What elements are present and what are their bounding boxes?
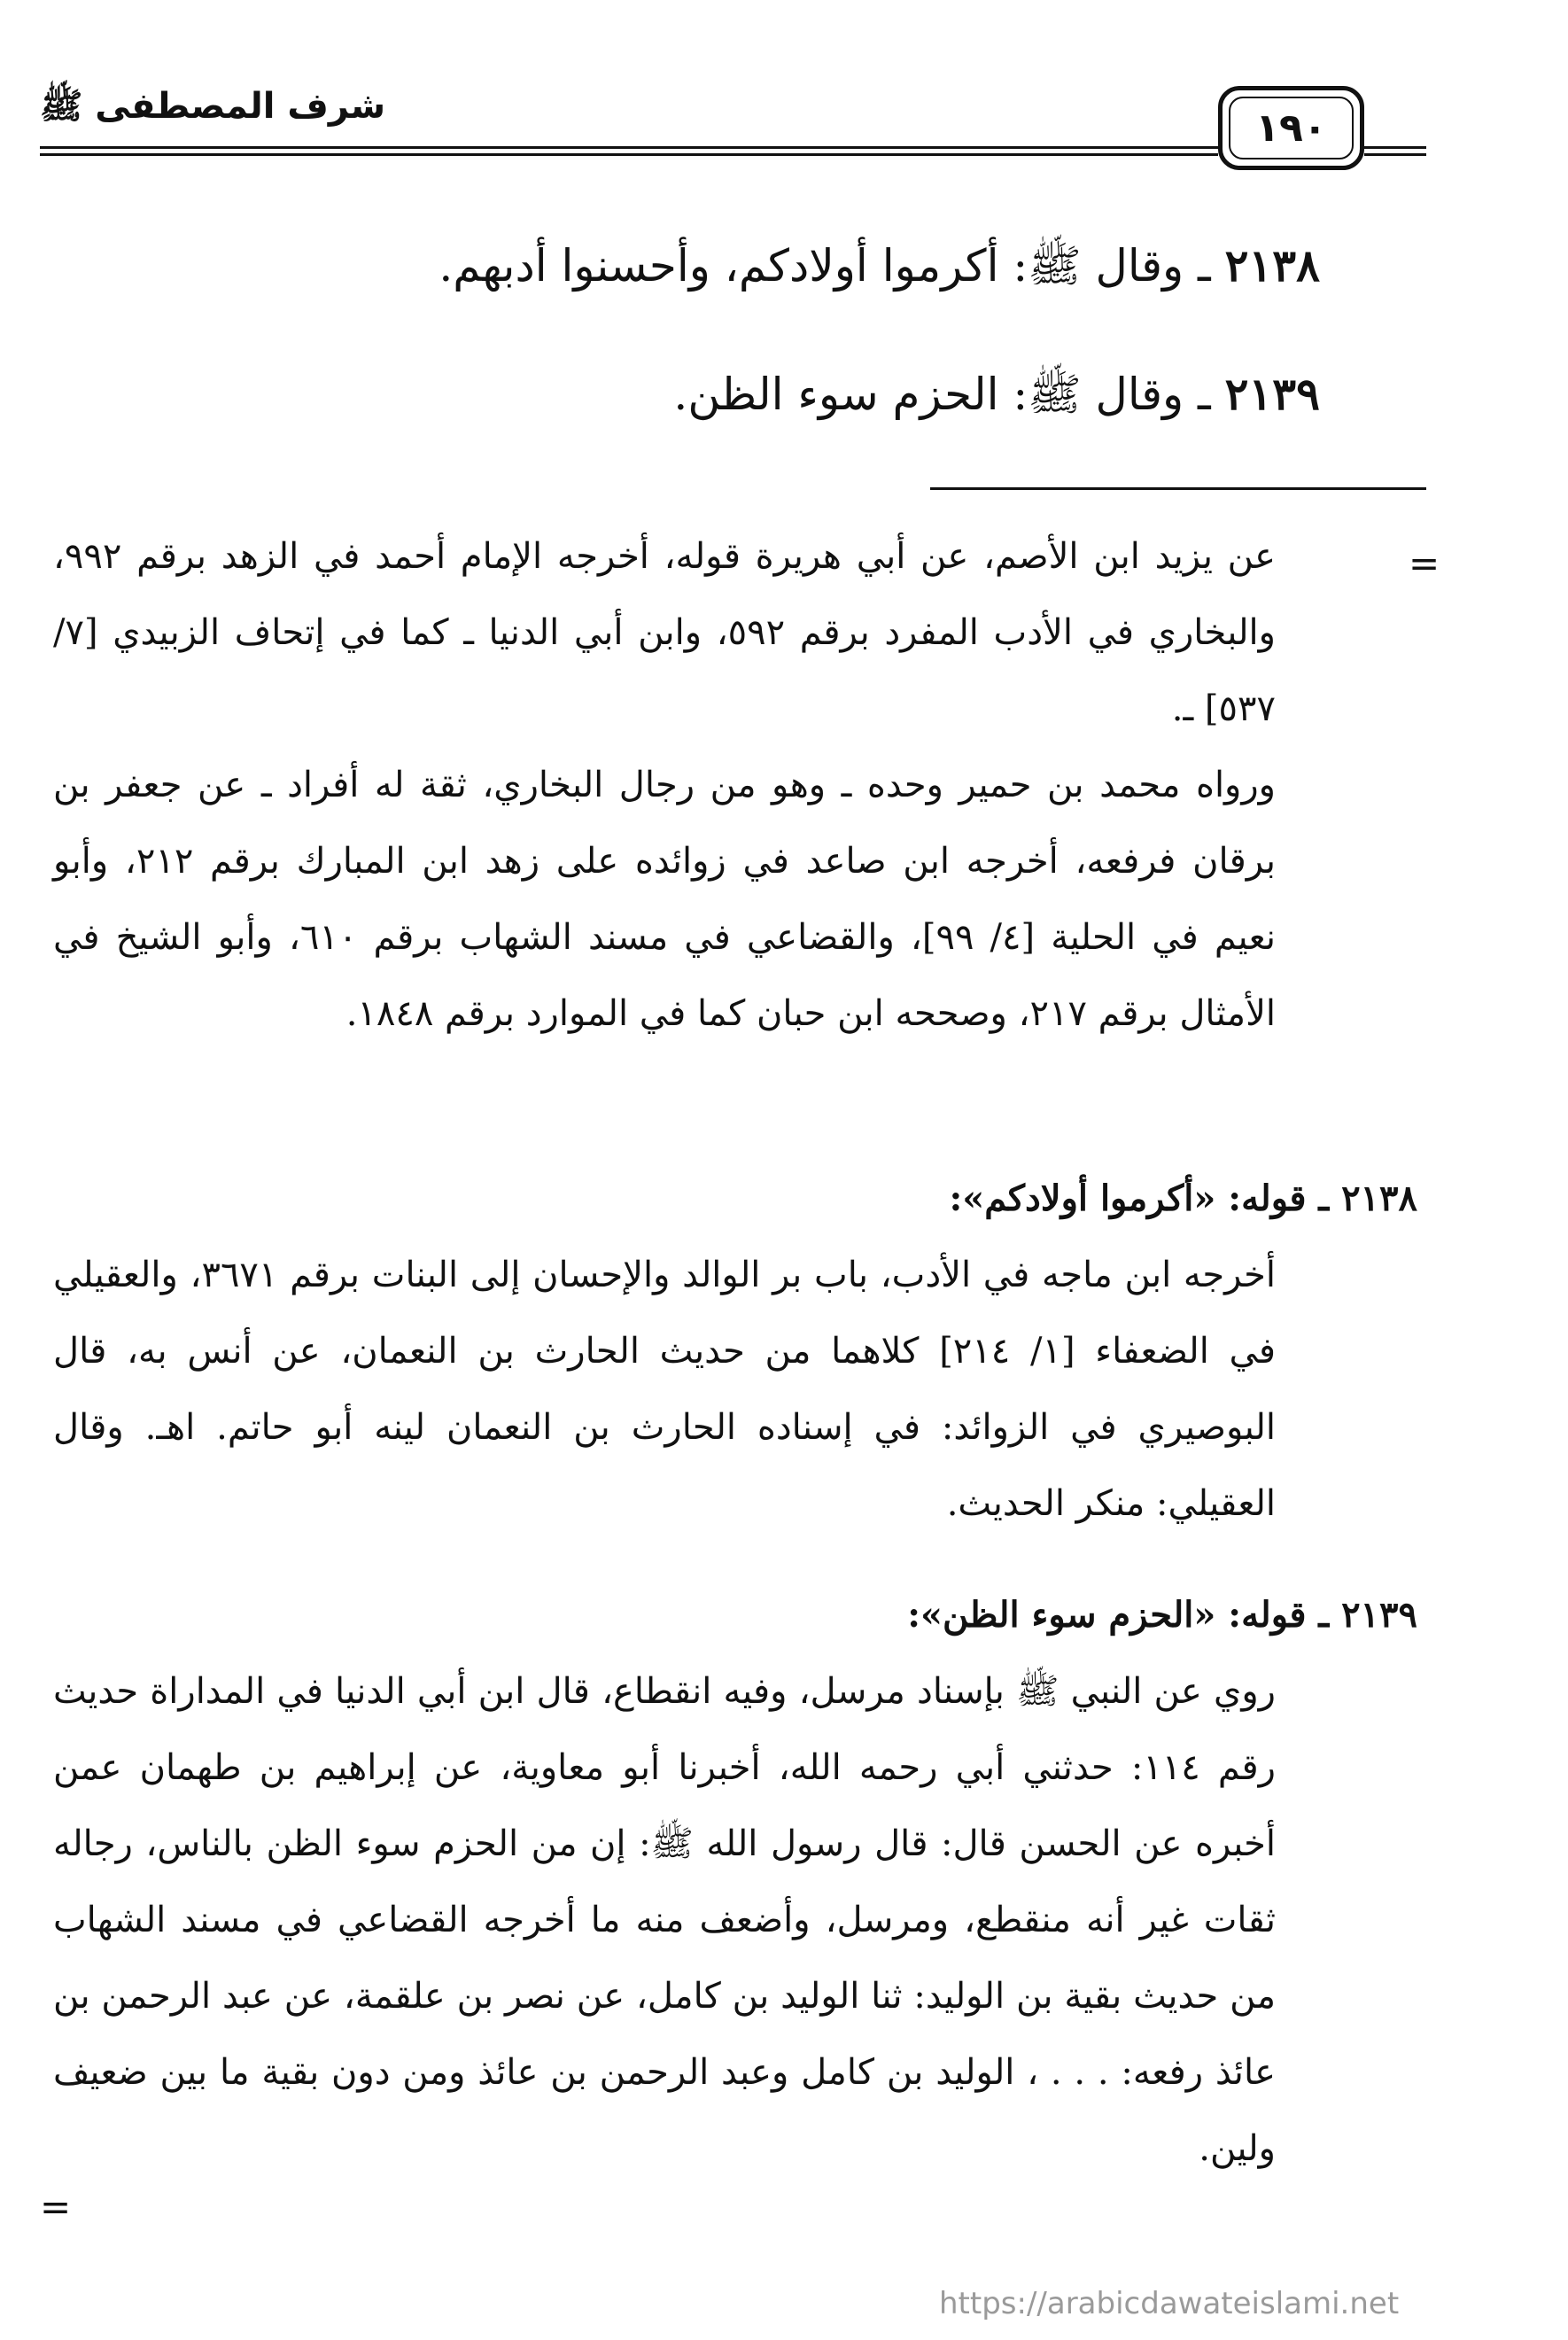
page-number: ١٩٠ — [1229, 97, 1354, 159]
footnote-paragraph: عن يزيد ابن الأصم، عن أبي هريرة قوله، أخرجه الإمام أحمد في الزهد برقم ٩٩٢، والبخاري في الأدب المفرد برقم ٥٩٢، وابن أبي الدنيا ـ كما في إتحاف الزبيدي [٧/ ٥٣٧] ـ. — [53, 536, 1276, 729]
running-header-title: شرف المصطفى ﷺ — [40, 86, 386, 127]
footnote-paragraph: أخرجه ابن ماجه في الأدب، باب بر الوالد والإحسان إلى البنات برقم ٣٦٧١، والعقيلي في الضعفاء [١/ ٢١٤] كلاهما من حديث الحارث بن النعمان، عن أنس به، قال البوصيري في الزوائد: في إسناده الحارث بن النعمان لينه أبو حاتم. اهـ. وقال العقيلي: منكر الحديث. — [53, 1255, 1276, 1524]
note-body-2139 — [53, 1653, 1276, 2187]
header-rule-right-bottom — [1364, 153, 1426, 156]
header-rule-right-top — [1364, 146, 1426, 149]
continuation-mark-top: = — [1409, 541, 1440, 585]
footnote-paragraph: ورواه محمد بن حمير وحده ـ وهو من رجال البخاري، ثقة له أفراد ـ عن جعفر بن برقان فرفعه، أخرجه ابن صاعد في زوائده على زهد ابن المبارك برقم ٢١٢، وأبو نعيم في الحلية [٤/ ٩٩]، والقضاعي في مسند الشهاب برقم ٦١٠، وأبو الشيخ في الأمثال برقم ٢١٧، وصححه ابن حبان كما في الموارد برقم ١٨٤٨. — [53, 765, 1277, 1034]
hadith-text: ـ وقال ﷺ: الحزم سوء الظن. — [673, 369, 1211, 420]
footnote-intro — [53, 518, 1276, 1052]
hadith-number: ٢١٣٩ — [1224, 368, 1320, 420]
hadith-text: ـ وقال ﷺ: أكرموا أولادكم، وأحسنوا أدبهم. — [439, 240, 1211, 292]
hadith-number: ٢١٣٨ — [1224, 239, 1320, 292]
note-body-2138 — [53, 1237, 1276, 1542]
main-hadith-2138 — [177, 235, 1320, 297]
footnote-separator — [930, 487, 1426, 490]
main-hadith-2139 — [177, 363, 1320, 425]
page-number-frame — [1218, 86, 1364, 170]
footnote-paragraph: روي عن النبي ﷺ بإسناد مرسل، وفيه انقطاع، قال ابن أبي الدنيا في المداراة حديث رقم ١١٤: حدثني أبي رحمه الله، أخبرنا أبو معاوية، عن إبراهيم بن طهمان عمن أخبره عن الحسن قال: قال رسول الله ﷺ: إن من الحزم سوء الظن بالناس، رجاله ثقات غير أنه منقطع، ومرسل، وأضعف منه ما أخرجه القضاعي في مسند الشهاب من حديث بقية بن الوليد: ثنا الوليد بن كامل، عن نصر بن علقمة، عن عبد الرحمن بن عائذ رفعه: . . . ، الوليد بن كامل وعبد الرحمن بن عائذ ومن دون بقية ما بين ضعيف ولين. — [53, 1671, 1276, 2169]
watermark-url: https://arabicdawateislami.net — [939, 2286, 1400, 2321]
note-heading-2139: ٢١٣٩ ـ قوله: «الحزم سوء الظن»: — [907, 1594, 1417, 1636]
continuation-mark-bottom: = — [40, 2185, 72, 2228]
header-rule-bottom — [40, 153, 1218, 156]
note-heading-2138: ٢١٣٨ ـ قوله: «أكرموا أولادكم»: — [949, 1178, 1417, 1219]
header-rule-top — [40, 146, 1218, 149]
